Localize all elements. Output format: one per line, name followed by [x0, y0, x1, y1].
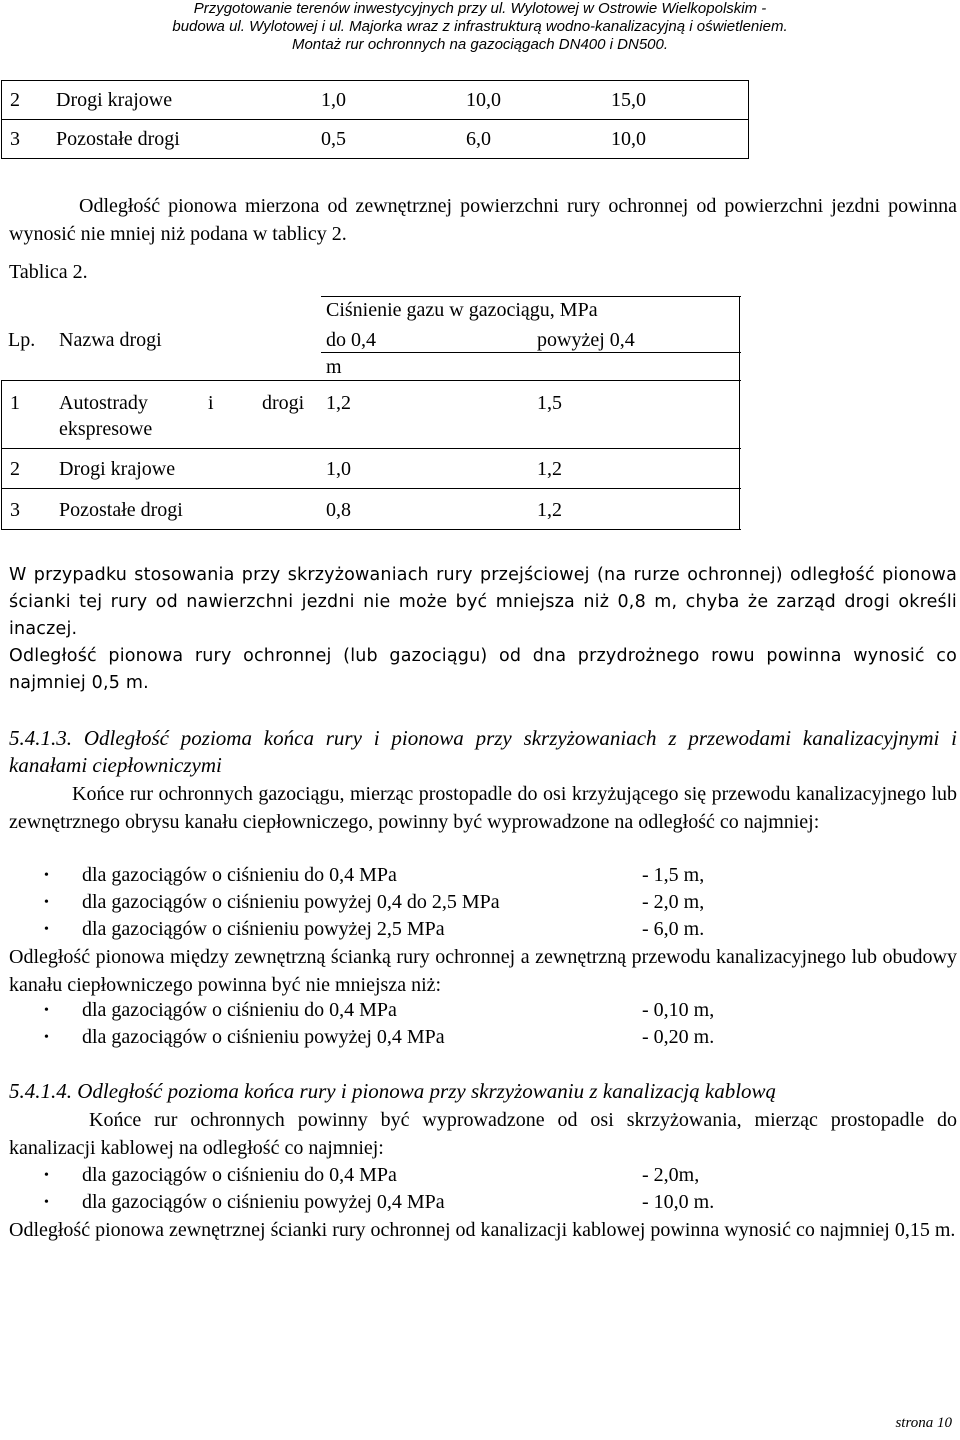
cell-name: Pozostałe drogi [59, 499, 183, 521]
list-item-label: dla gazociągów o ciśnieniu powyżej 0,4 MPa [82, 1026, 445, 1048]
table-cell: 3 [2, 120, 57, 159]
section-text: Końce rur ochronnych gazociągu, mierząc prostopadle do osi krzyżującego się przewodu kanalizacyjnego lub zewnętrznego obrysu kanału ciepłowniczego, powinny być wyprowadzone na odległość co najmniej: [9, 783, 957, 833]
list-item-label: dla gazociągów o ciśnieniu powyżej 0,4 MPa [82, 1191, 445, 1213]
section-number: 5.4.1.3. [9, 726, 72, 750]
cell-value: 0,8 [326, 499, 351, 521]
header-line-1: Przygotowanie terenów inwestycyjnych przy ul. Wylotowej w Ostrowie Wielkopolskim - [193, 0, 767, 17]
bullet-icon: • [44, 922, 49, 937]
header-lp: Lp. [8, 329, 36, 351]
cell-name-part: ekspresowe [59, 418, 153, 440]
list-item-value: - 2,0m, [642, 1164, 700, 1186]
table-cell: 15,0 [611, 81, 749, 120]
list-item-value: - 2,0 m, [642, 891, 705, 913]
list-item-label: dla gazociągów o ciśnieniu do 0,4 MPa [82, 999, 397, 1021]
cell-name-part: Autostrady [59, 392, 148, 414]
section-text-2: Odległość pionowa między zewnętrzną ścianką rury ochronnej a zewnętrzną przewodu kanalizacyjnego lub obudowy kanału ciepłowniczego powinna być nie mniejsza niż: [9, 946, 957, 996]
bullet-icon: • [44, 1030, 49, 1045]
table-cell: 6,0 [466, 120, 611, 159]
table-border [1, 529, 741, 530]
bullet-icon: • [44, 1168, 49, 1183]
list-item-label: dla gazociągów o ciśnieniu do 0,4 MPa [82, 864, 397, 886]
header-gas-pressure: Ciśnienie gazu w gazociągu, MPa [326, 299, 598, 321]
list-item-value: - 0,20 m. [642, 1026, 715, 1048]
list-item [0, 1189, 960, 1216]
table-border [1, 380, 741, 381]
cell-value: 1,5 [537, 392, 562, 414]
bullet-icon: • [44, 868, 49, 883]
cell-name: Drogi krajowe [59, 458, 176, 480]
list-item-label: dla gazociągów o ciśnieniu powyżej 2,5 MPa [82, 918, 445, 940]
table-cell: 2 [2, 81, 57, 120]
list-item-label: dla gazociągów o ciśnieniu powyżej 0,4 do 2,5 MPa [82, 891, 500, 913]
table-border [321, 296, 741, 297]
cell-lp: 2 [10, 458, 20, 480]
header-above: powyżej 0,4 [537, 329, 635, 351]
section-title: Odległość pozioma końca rury i pionowa przy skrzyżowaniu z kanalizacją kablową [77, 1079, 777, 1103]
list-item [0, 1024, 960, 1051]
table-cell: 10,0 [466, 81, 611, 120]
section-number: 5.4.1.4. [9, 1079, 72, 1103]
table-2 [1, 296, 741, 530]
distance-list-3 [0, 1162, 960, 1216]
list-item-value: - 10,0 m. [642, 1191, 715, 1213]
section-text-2: Odległość pionowa zewnętrznej ścianki rury ochronnej od kanalizacji kablowej powinna wynosić co najmniej 0,15 m. [9, 1219, 956, 1241]
cell-lp: 1 [10, 392, 20, 414]
table-border [1, 488, 741, 489]
bullet-icon: • [44, 895, 49, 910]
cell-value: 1,2 [537, 499, 562, 521]
cell-name-part: i [208, 392, 214, 414]
list-item [0, 1162, 960, 1189]
header-road-name: Nazwa drogi [59, 329, 162, 351]
cell-value: 1,0 [326, 458, 351, 480]
header-line-3: Montaż rur ochronnych na gazociągach DN400 i DN500. [291, 36, 669, 53]
table-row [2, 81, 749, 120]
bullet-icon: • [44, 1195, 49, 1210]
list-item [0, 889, 960, 916]
paragraph-transition-pipe: W przypadku stosowania przy skrzyżowaniach rury przejściowej (na rurze ochronnej) odległość pionowa ścianki tej rury od nawierzchni jezdni nie może być mniejsza niż 0,8 m, chyba że zarząd drogi określi inaczej. [9, 565, 957, 639]
distance-table-fragment [1, 80, 749, 159]
section-title: Odległość pozioma końca rury i pionowa przy skrzyżowaniach z przewodami kanalizacyjnymi i kanałami ciepłowniczymi [9, 726, 957, 777]
header-up-to-unit: m [326, 356, 342, 378]
cell-value: 1,2 [326, 392, 351, 414]
paragraph-vertical-distance: Odległość pionowa mierzona od zewnętrznej powierzchni rury ochronnej od powierzchni jezdni powinna wynosić nie mniej niż podana w tablicy 2. [9, 195, 957, 245]
section-text: Końce rur ochronnych powinny być wyprowadzone od osi skrzyżowania, mierząc prostopadle do kanalizacji kablowej na odległość co najmniej: [9, 1109, 957, 1159]
page-number: strona 10 [895, 1415, 952, 1431]
table-cell: 10,0 [611, 120, 749, 159]
list-item [0, 997, 960, 1024]
page-header [0, 0, 960, 54]
table-cell: 1,0 [321, 81, 466, 120]
table-caption: Tablica 2. [9, 261, 88, 283]
list-item-label: dla gazociągów o ciśnieniu do 0,4 MPa [82, 1164, 397, 1186]
distance-list-2 [0, 997, 960, 1051]
distance-list [0, 862, 960, 943]
cell-value: 1,2 [537, 458, 562, 480]
section-heading [9, 1078, 957, 1105]
list-item-value: - 0,10 m, [642, 999, 715, 1021]
table-border [1, 380, 2, 529]
table-border [739, 296, 740, 529]
table-border [1, 448, 741, 449]
cell-lp: 3 [10, 499, 20, 521]
header-line-2: budowa ul. Wylotowej i ul. Majorka wraz z infrastrukturą wodno-kanalizacyjną i oświetleniem. [172, 18, 788, 35]
table-cell: Pozostałe drogi [56, 120, 321, 159]
list-item [0, 862, 960, 889]
section-heading [9, 725, 957, 779]
table-row [2, 120, 749, 159]
table-border [321, 352, 741, 353]
cell-name-part: drogi [262, 392, 305, 414]
list-item [0, 916, 960, 943]
list-item-value: - 1,5 m, [642, 864, 705, 886]
paragraph-ditch-distance: Odległość pionowa rury ochronnej (lub gazociągu) od dna przydrożnego rowu powinna wynosić co najmniej 0,5 m. [9, 646, 957, 693]
bullet-icon: • [44, 1003, 49, 1018]
table-cell: Drogi krajowe [56, 81, 321, 120]
list-item-value: - 6,0 m. [642, 918, 705, 940]
table-cell: 0,5 [321, 120, 466, 159]
header-up-to: do 0,4 [326, 329, 376, 351]
